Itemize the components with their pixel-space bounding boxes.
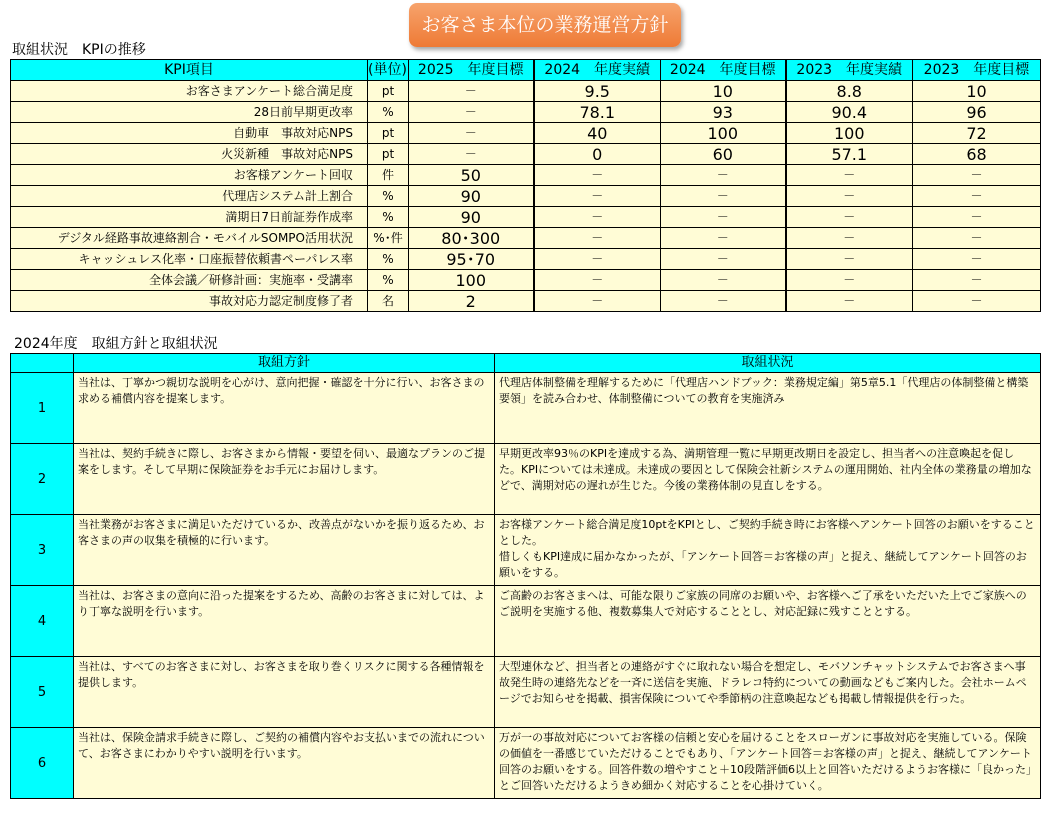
kpi-value-2025-target: － <box>409 123 534 144</box>
kpi-value-2024-actual: 78.1 <box>534 102 661 123</box>
kpi-header-2023-target: 2023 年度目標 <box>913 60 1041 81</box>
policy-row <box>11 515 1041 586</box>
policy-number: 1 <box>11 373 74 444</box>
kpi-item-unit: % <box>368 102 409 123</box>
kpi-item-unit: pt <box>368 144 409 165</box>
kpi-value-2025-target: 90 <box>409 186 534 207</box>
kpi-row <box>11 270 1041 291</box>
policy-header-row <box>11 354 1041 373</box>
kpi-item-name: 28日前早期更改率 <box>11 102 368 123</box>
kpi-item-unit: 名 <box>368 291 409 312</box>
kpi-row <box>11 186 1041 207</box>
kpi-item-unit: % <box>368 249 409 270</box>
kpi-item-name: 自動車 事故対応NPS <box>11 123 368 144</box>
policy-text: 当社は、すべてのお客さまに対し、お客さまを取り巻くリスクに関する各種情報を提供します。 <box>74 657 495 728</box>
kpi-value-2025-target: 90 <box>409 207 534 228</box>
kpi-item-name: 事故対応力認定制度修了者 <box>11 291 368 312</box>
policy-row <box>11 586 1041 657</box>
kpi-item-name: 火災新種 事故対応NPS <box>11 144 368 165</box>
kpi-value-2023-target: － <box>913 249 1041 270</box>
policy-header-policy: 取組方針 <box>74 354 495 373</box>
kpi-value-2023-actual: 8.8 <box>786 81 913 102</box>
status-text: お客様アンケート総合満足度10ptをKPIとし、ご契約手続き時にお客様へアンケート回答のお願いをすることとした。 惜しくもKPI達成に届かなかったが、「アンケート回答＝お客様の声」と捉え、継続してアンケート回答のお願いをする。 <box>495 515 1041 586</box>
policy-row <box>11 657 1041 728</box>
kpi-value-2024-actual: 40 <box>534 123 661 144</box>
kpi-value-2024-target: 60 <box>661 144 786 165</box>
kpi-row <box>11 228 1041 249</box>
kpi-value-2023-actual: － <box>786 249 913 270</box>
kpi-item-name: 全体会議／研修計画：実施率・受講率 <box>11 270 368 291</box>
kpi-value-2025-target: － <box>409 81 534 102</box>
kpi-value-2024-actual: － <box>534 207 661 228</box>
kpi-row <box>11 144 1041 165</box>
kpi-row <box>11 291 1041 312</box>
kpi-value-2023-actual: 57.1 <box>786 144 913 165</box>
kpi-value-2025-target: － <box>409 102 534 123</box>
policy-row <box>11 728 1041 799</box>
policy-text: 当社は、丁寧かつ親切な説明を心がけ、意向把握・確認を十分に行い、お客さまの求める補償内容を提案します。 <box>74 373 495 444</box>
policy-header-number <box>11 354 74 373</box>
kpi-item-name: キャッシュレス化率・口座振替依頼書ペーパレス率 <box>11 249 368 270</box>
status-text: 代理店体制整備を理解するために「代理店ハンドブック：業務規定編」第5章5.1「代理店の体制整備と構築要領」を読み合わせ、体制整備についての教育を実施済み <box>495 373 1041 444</box>
kpi-value-2023-actual: － <box>786 165 913 186</box>
kpi-value-2024-actual: － <box>534 249 661 270</box>
kpi-item-name: 満期日7日前証券作成率 <box>11 207 368 228</box>
kpi-item-name: お客様アンケート回収 <box>11 165 368 186</box>
policy-number: 3 <box>11 515 74 586</box>
kpi-value-2023-target: － <box>913 165 1041 186</box>
kpi-value-2023-target: － <box>913 207 1041 228</box>
kpi-value-2024-target: － <box>661 207 786 228</box>
kpi-section-title: 取組状況 KPIの推移 <box>12 42 146 58</box>
policy-text: 当社は、契約手続きに際し、お客さまから情報・要望を伺い、最適なプランのご提案をします。そして早期に保険証券をお手元にお届けします。 <box>74 444 495 515</box>
policy-number: 2 <box>11 444 74 515</box>
kpi-value-2024-target: 93 <box>661 102 786 123</box>
kpi-value-2024-target: － <box>661 165 786 186</box>
policy-text: 当社は、お客さまの意向に沿った提案をするため、高齢のお客さまに対しては、より丁寧な説明を行います。 <box>74 586 495 657</box>
kpi-value-2025-target: － <box>409 144 534 165</box>
kpi-header-2025-target: 2025 年度目標 <box>409 60 534 81</box>
kpi-value-2024-target: － <box>661 186 786 207</box>
kpi-item-unit: pt <box>368 81 409 102</box>
kpi-value-2023-target: － <box>913 186 1041 207</box>
kpi-item-name: 代理店システム計上割合 <box>11 186 368 207</box>
kpi-value-2025-target: 2 <box>409 291 534 312</box>
kpi-header-unit: (単位) <box>368 60 409 81</box>
kpi-value-2024-target: － <box>661 228 786 249</box>
kpi-value-2023-target: 96 <box>913 102 1041 123</box>
kpi-value-2024-target: 10 <box>661 81 786 102</box>
policy-row <box>11 373 1041 444</box>
kpi-value-2023-actual: － <box>786 291 913 312</box>
kpi-value-2023-actual: 90.4 <box>786 102 913 123</box>
kpi-table <box>10 59 1041 312</box>
kpi-value-2023-actual: － <box>786 207 913 228</box>
kpi-header-row <box>11 60 1041 81</box>
kpi-value-2023-actual: － <box>786 270 913 291</box>
kpi-value-2024-actual: 9.5 <box>534 81 661 102</box>
kpi-header-2023-actual: 2023 年度実績 <box>786 60 913 81</box>
kpi-value-2024-actual: － <box>534 186 661 207</box>
kpi-value-2024-target: － <box>661 249 786 270</box>
kpi-value-2023-target: － <box>913 228 1041 249</box>
kpi-value-2024-actual: － <box>534 291 661 312</box>
policy-header-status: 取組状況 <box>495 354 1041 373</box>
policy-row <box>11 444 1041 515</box>
policy-number: 5 <box>11 657 74 728</box>
page-title-banner: お客さま本位の業務運営方針 <box>409 3 681 47</box>
kpi-value-2023-target: 72 <box>913 123 1041 144</box>
kpi-value-2024-target: 100 <box>661 123 786 144</box>
kpi-value-2024-actual: － <box>534 270 661 291</box>
status-text: ご高齢のお客さまへは、可能な限りご家族の同席のお願いや、お客様へご了承をいただいた上でご家族へのご説明を実施する他、複数募集人で対応することとし、対応記録に残すこととする。 <box>495 586 1041 657</box>
kpi-value-2023-actual: － <box>786 228 913 249</box>
kpi-row <box>11 165 1041 186</box>
kpi-item-unit: pt <box>368 123 409 144</box>
kpi-row <box>11 207 1041 228</box>
kpi-value-2024-actual: － <box>534 228 661 249</box>
kpi-value-2025-target: 80･300 <box>409 228 534 249</box>
kpi-row <box>11 102 1041 123</box>
status-text: 大型連休など、担当者との連絡がすぐに取れない場合を想定し、モバソンチャットシステムでお客さまへ事故発生時の連絡先などを一斉に送信を実施、ドラレコ特約についての動画などもご案内した。会社ホームページでお知らせを掲載、損害保険についてや季節柄の注意喚起なども掲載し情報提供を行った。 <box>495 657 1041 728</box>
kpi-row <box>11 123 1041 144</box>
status-text: 万が一の事故対応についてお客様の信頼と安心を届けることをスローガンに事故対応を実施している。保険の価値を一番感じていただけることでもあり、「アンケート回答＝お客様の声」と捉え、継続してアンケート回答のお願いをする。回答件数の増やすこと＋10段階評価6以上と回答いただけるようお客様に「良かった」とご回答いただけるようきめ細かく対応することを心掛けていく。 <box>495 728 1041 799</box>
kpi-header-2024-actual: 2024 年度実績 <box>534 60 661 81</box>
kpi-header-2024-target: 2024 年度目標 <box>661 60 786 81</box>
status-text: 早期更改率93％のKPIを達成する為、満期管理一覧に早期更改期日を設定し、担当者への注意喚起を促した。KPIについては未達成。未達成の要因として保険会社新システムの運用開始、社内全体の業務量の増加などで、満期対応の遅れが生じた。今後の業務体制の見直しをする。 <box>495 444 1041 515</box>
kpi-value-2023-target: － <box>913 270 1041 291</box>
kpi-value-2023-target: 68 <box>913 144 1041 165</box>
policy-text: 当社業務がお客さまに満足いただけているか、改善点がないかを振り返るため、お客さまの声の収集を積極的に行います。 <box>74 515 495 586</box>
kpi-item-unit: % <box>368 270 409 291</box>
kpi-item-unit: % <box>368 186 409 207</box>
kpi-item-unit: % <box>368 207 409 228</box>
kpi-value-2025-target: 95･70 <box>409 249 534 270</box>
kpi-value-2024-target: － <box>661 270 786 291</box>
policy-number: 6 <box>11 728 74 799</box>
kpi-item-name: お客さまアンケート総合満足度 <box>11 81 368 102</box>
kpi-item-name: デジタル経路事故連絡割合・モバイルSOMPO活用状況 <box>11 228 368 249</box>
kpi-value-2024-target: － <box>661 291 786 312</box>
kpi-row <box>11 81 1041 102</box>
kpi-value-2023-target: － <box>913 291 1041 312</box>
kpi-value-2024-actual: 0 <box>534 144 661 165</box>
kpi-value-2023-target: 10 <box>913 81 1041 102</box>
kpi-value-2025-target: 50 <box>409 165 534 186</box>
policy-number: 4 <box>11 586 74 657</box>
kpi-value-2023-actual: － <box>786 186 913 207</box>
kpi-value-2024-actual: － <box>534 165 661 186</box>
kpi-value-2023-actual: 100 <box>786 123 913 144</box>
kpi-value-2025-target: 100 <box>409 270 534 291</box>
policy-text: 当社は、保険金請求手続きに際し、ご契約の補償内容やお支払いまでの流れについて、お客さまにわかりやすい説明を行います。 <box>74 728 495 799</box>
kpi-header-item: KPI項目 <box>11 60 368 81</box>
policy-section-title: 2024年度 取組方針と取組状況 <box>14 336 218 352</box>
kpi-item-unit: 件 <box>368 165 409 186</box>
kpi-item-unit: %･件 <box>368 228 409 249</box>
kpi-row <box>11 249 1041 270</box>
policy-table <box>10 353 1041 799</box>
